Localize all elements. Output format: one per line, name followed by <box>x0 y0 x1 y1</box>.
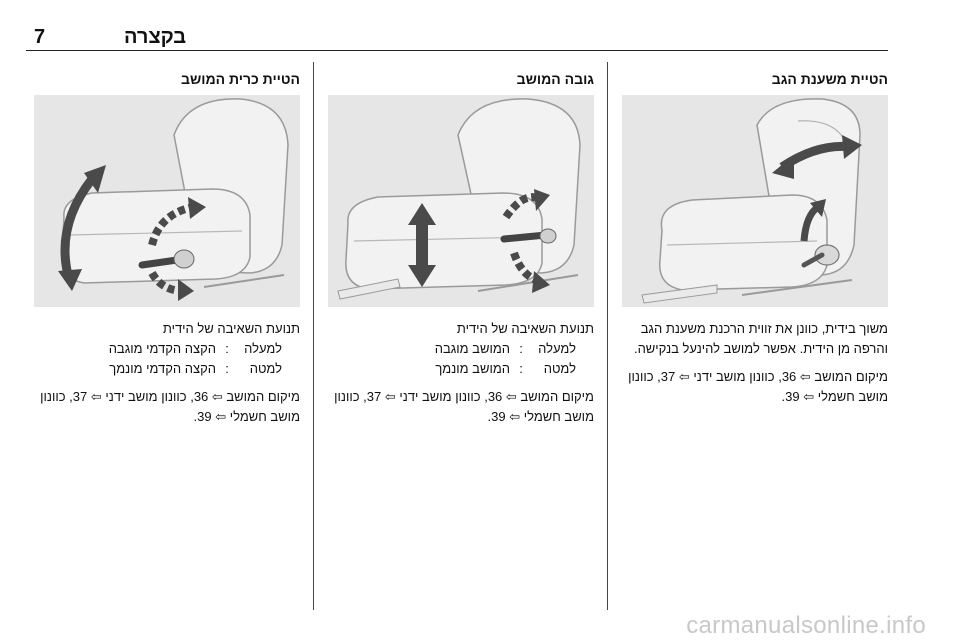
adjust-direction: למטה <box>543 361 576 376</box>
seat-height-illustration <box>328 95 594 307</box>
chapter-title: בקצרה <box>124 26 187 48</box>
cross-reference: מיקום המושב ⇦ 36, כוונון מושב ידני ⇦ 37, כוונון מושב חשמלי ⇦ 39. <box>628 369 888 404</box>
section-description: משוך בידית, כוונן את זווית הרכנת משענת הגב והרפה מן הידית. אפשר למושב להינעל בנקישה. <box>633 321 888 356</box>
page-header <box>26 16 888 51</box>
section-title: גובה המושב <box>516 71 594 87</box>
cross-reference: מיקום המושב ⇦ 36, כוונון מושב ידני ⇦ 37, כוונון מושב חשמלי ⇦ 39. <box>334 389 594 424</box>
section-backrest-tilt <box>622 62 888 420</box>
separator: : <box>225 361 229 376</box>
separator: : <box>519 341 523 356</box>
section-seat-height <box>328 62 594 440</box>
column-divider-left <box>313 62 314 610</box>
adjust-result: הקצה הקדמי מונמך <box>109 361 216 376</box>
column-divider-right <box>607 62 608 610</box>
section-cushion-tilt <box>34 62 300 440</box>
page-number: 7 <box>34 26 46 48</box>
separator: : <box>225 341 229 356</box>
cushion-tilt-illustration <box>34 95 300 307</box>
adjust-direction: למעלה <box>244 341 282 356</box>
watermark: carmanualsonline.info <box>686 612 926 639</box>
adjust-result: המושב מוגבה <box>434 341 510 356</box>
adjust-row-up <box>34 339 282 359</box>
separator: : <box>519 361 523 376</box>
adjust-row-down <box>34 359 282 379</box>
adjust-direction: למטה <box>249 361 282 376</box>
section-description: תנועת השאיבה של הידית <box>162 321 300 336</box>
adjust-result: הקצה הקדמי מוגבה <box>108 341 216 356</box>
section-title: הטיית כרית המושב <box>181 71 300 87</box>
adjust-result: המושב מונמך <box>435 361 510 376</box>
cross-reference: מיקום המושב ⇦ 36, כוונון מושב ידני ⇦ 37, כוונון מושב חשמלי ⇦ 39. <box>40 389 300 424</box>
adjust-row-up <box>328 339 576 359</box>
adjust-row-down <box>328 359 576 379</box>
section-description: תנועת השאיבה של הידית <box>456 321 594 336</box>
adjust-direction: למעלה <box>538 341 576 356</box>
backrest-illustration <box>622 95 888 307</box>
section-title: הטיית משענת הגב <box>771 71 888 87</box>
